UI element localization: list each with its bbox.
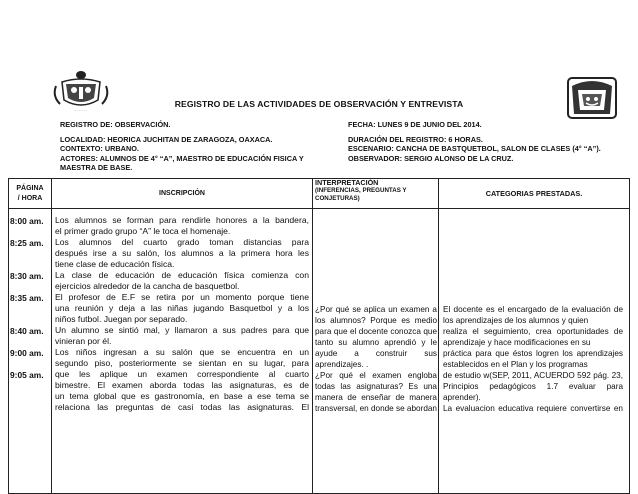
interpretation-line: ¿Por qué se aplica un examen a: [315, 305, 437, 314]
interpretation-sub2: CONJETURAS): [315, 195, 360, 202]
inscription-line: después irse a su salón, los alumnos a la primera hora les: [55, 248, 309, 258]
document-title: REGISTRO DE LAS ACTIVIDADES DE OBSERVACIÓN Y ENTREVISTA: [174, 99, 464, 109]
page-label: PÁGINA: [16, 185, 44, 192]
inscription-line: una reunión y deja a las niñas jugando Basquetbol y a los: [55, 303, 309, 313]
time-entry: 8:00 am.: [10, 216, 44, 226]
inscription-line: que les aplique un examen correspondiente al cuarto: [55, 369, 309, 379]
time-entry: 9:05 am.: [10, 370, 44, 380]
interpretation-line: manera de enseñar de manera: [315, 393, 437, 402]
time-entry: 8:30 am.: [10, 271, 44, 281]
inscription-line: el primer grado grupo “A” le toca el homenaje.: [55, 226, 231, 236]
inscription-line: Los alumnos se forman para rendirle honores a la bandera,: [55, 215, 309, 225]
context: CONTEXTO: URBANO.: [60, 144, 139, 154]
svg-text:· · · · · ·: · · · · · ·: [74, 109, 88, 113]
category-line: establecidos en el Plan y los programas: [443, 360, 588, 369]
actors-continued: MAESTRA DE BASE.: [60, 163, 133, 173]
interpretation-line: para que el docente conozca que: [315, 327, 437, 336]
inscription-line: vinieran por él.: [55, 336, 112, 346]
column-header-page-hour: [9, 179, 52, 209]
category-line: aprender).: [443, 393, 481, 402]
inscription-line: segundo piso, posteriormente se sientan en su lugar, para: [55, 358, 309, 368]
category-line: de estudio w(SEP, 2011, ACUERDO 592 pág. 23,: [443, 371, 623, 380]
register-type: REGISTRO DE: OBSERVACIÓN.: [60, 120, 171, 129]
interpretation-line: aprendizajes. .: [315, 360, 369, 369]
interpretation-line: ayude a construir sus: [315, 349, 437, 358]
category-line: los aprendizajes de los alumnos y quien: [443, 316, 589, 325]
category-line: práctica para que éstos logren los aprendizajes: [443, 349, 623, 358]
inscription-line: El profesor de E.F se retira por un momento porque tiene: [55, 292, 309, 302]
inscription-line: relaciona las preguntas de casi todas las asignaturas. El: [55, 402, 309, 412]
date: FECHA: LUNES 9 DE JUNIO DEL 2014.: [348, 120, 482, 129]
inscription-line: La clase de educación de educación física comienza con: [55, 270, 309, 280]
interpretation-sub1: (INFERENCIAS, PREGUNTAS Y: [315, 187, 407, 194]
duration: DURACIÓN DEL REGISTRO: 6 HORAS.: [348, 134, 483, 144]
inscription-line: ejercicios alrededor de la cancha de basquetbol.: [55, 281, 240, 291]
inscription-line: Los alumnos del cuarto grado toman distancias para: [55, 237, 309, 247]
locality: LOCALIDAD: HEORICA JUCHITAN DE ZARAGOZA, OAXACA.: [60, 134, 273, 144]
inscription-line: tiene clase de educación física.: [55, 259, 175, 269]
hour-label: / HORA: [17, 194, 43, 202]
interpretation-line: los alumnos? Porque es medio: [315, 316, 437, 325]
interpretation-line: ¿Por qué el examen engloba: [315, 371, 437, 380]
category-line: El docente es el encargado de la evaluación de: [443, 305, 623, 314]
category-line: La evaluacion educativa requiere convertirse en: [443, 404, 623, 413]
interpretation-line: tanto su alumno aprendió y le: [315, 338, 437, 347]
inscription-line: niños futbol. Juegan por separado.: [55, 314, 188, 324]
category-line: Principios pedagógicos 1.7 evaluar para: [443, 382, 623, 391]
column-header-interpretation: [313, 179, 439, 209]
inscription-line: Un alumno se sintió mal, y llamaron a sus padres para que: [55, 325, 309, 335]
category-line: realiza el seguimiento, crea oportunidades de: [443, 327, 623, 336]
time-entry: 8:40 am.: [10, 326, 44, 336]
scenario: ESCENARIO: CANCHA DE BASTQUETBOL, SALON DE CLASES (4° “A”).: [348, 144, 601, 154]
interpretation-label: INTERPRETACIÓN: [315, 178, 379, 187]
interpretation-line: transversal, en donde se abordan: [315, 404, 437, 413]
column-header-inscription: INSCRIPCIÓN: [52, 179, 313, 209]
time-entry: 8:35 am.: [10, 293, 44, 303]
header-left: [60, 120, 304, 173]
header-right: [348, 120, 601, 163]
time-entry: 9:00 am.: [10, 348, 44, 358]
interpretation-line: todas las asignaturas? Es una: [315, 382, 437, 391]
inscription-line: bimestre. El examen aborda todas las asignaturas, es de: [55, 380, 309, 390]
category-line: aprendizaje y hace modificaciones en su: [443, 338, 591, 347]
inscription-line: un tema global que es gastronomía, en base a ese tema se: [55, 391, 309, 401]
actors: ACTORES: ALUMNOS DE 4° “A”, MAESTRO DE EDUCACIÓN FISICA Y: [60, 153, 304, 163]
time-entry: 8:25 am.: [10, 238, 44, 248]
inscription-line: Los niños ingresan a su salón que se encuentra en un: [55, 347, 309, 357]
column-header-categories: CATEGORIAS PRESTADAS.: [439, 179, 630, 209]
school-emblem-icon: [566, 76, 618, 120]
observer: OBSERVADOR: SERGIO ALONSO DE LA CRUZ.: [348, 153, 514, 163]
